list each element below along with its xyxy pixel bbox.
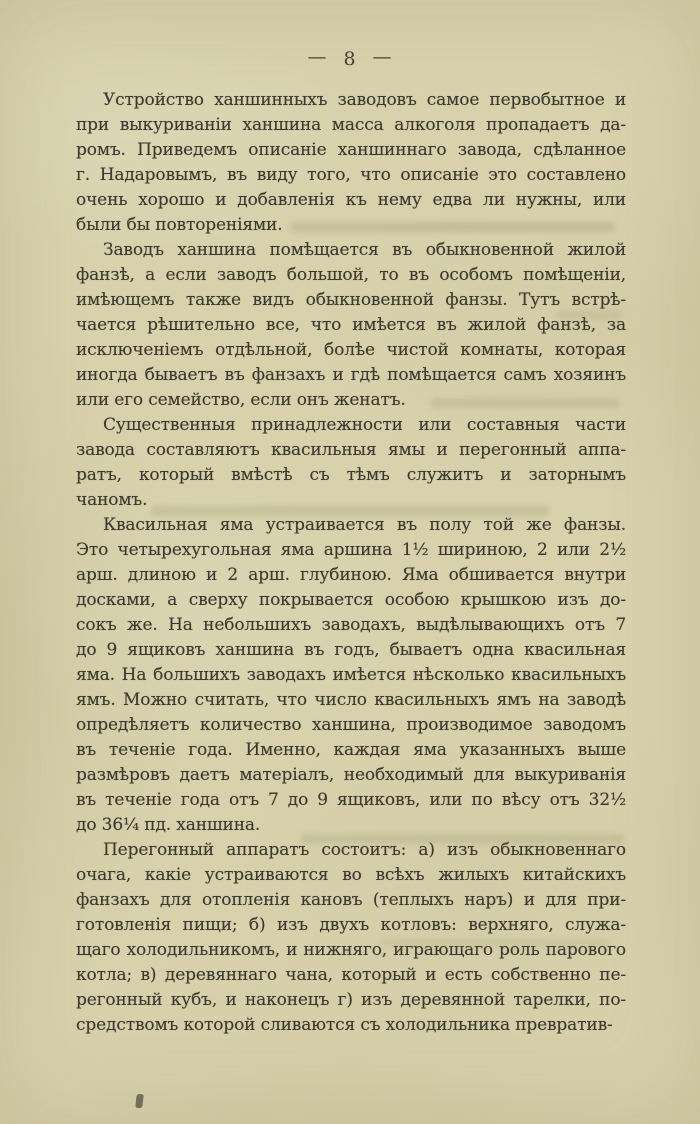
text-line: Квасильная яма устраивается въ полу той же фанзы. xyxy=(103,515,626,535)
ink-speck xyxy=(135,1094,143,1109)
text-line: котла; в) деревяннаго чана, который и есть собственно пе- xyxy=(76,965,626,985)
text-line: въ теченіе года отъ 7 до 9 ящиковъ, или по вѣсу отъ 32¹⁄₂ xyxy=(76,790,626,810)
text-line: фанзахъ для отопленія кановъ (теплыхъ наръ) и для при- xyxy=(76,890,626,910)
text-line: завода составляютъ квасильныя ямы и перегонный аппа- xyxy=(76,440,626,460)
text-line: Заводъ ханшина помѣщается въ обыкновенной жилой xyxy=(103,240,626,260)
text-line: исключеніемъ отдѣльной, болѣе чистой комнаты, которая xyxy=(76,340,626,360)
text-line: Устройство ханшинныхъ заводовъ самое первобытное и xyxy=(103,90,626,110)
text-line: опредѣляетъ количество ханшина, производимое заводомъ xyxy=(76,715,626,735)
paragraph xyxy=(76,238,626,413)
text-line: щаго холодильникомъ, и нижняго, играющаго роль парового xyxy=(76,940,626,960)
text-block xyxy=(76,88,626,1038)
text-line: Существенныя принадлежности или составныя части xyxy=(103,415,626,435)
page-header xyxy=(0,48,700,70)
text-line: яма. На большихъ заводахъ имѣется нѣсколько квасильныхъ xyxy=(76,665,626,685)
header-dash-right: — xyxy=(372,46,393,68)
text-line: при выкуриваніи ханшина масса алкоголя пропадаетъ да- xyxy=(76,115,626,135)
text-line: досками, а сверху покрывается особою крышкою изъ до- xyxy=(76,590,626,610)
text-line: арш. длиною и 2 арш. глубиною. Яма обшивается внутри xyxy=(76,565,626,585)
text-line: имѣющемъ также видъ обыкновенной фанзы. Тутъ встрѣ- xyxy=(76,290,626,310)
paragraph xyxy=(76,413,626,513)
text-line: ратъ, который вмѣстѣ съ тѣмъ служитъ и заторнымъ xyxy=(76,465,626,485)
text-line: очень хорошо и добавленія къ нему едва ли нужны, или xyxy=(76,190,626,210)
text-line: регонный кубъ, и наконецъ г) изъ деревянной тарелки, по- xyxy=(76,990,626,1010)
text-line: ромъ. Приведемъ описаніе ханшиннаго завода, сдѣланное xyxy=(76,140,626,160)
text-line: г. Надаровымъ, въ виду того, что описаніе это составлено xyxy=(76,165,626,185)
text-line: до 36¹⁄₄ пд. ханшина. xyxy=(76,815,261,835)
text-line: сокъ же. На небольшихъ заводахъ, выдѣлывающихъ отъ 7 xyxy=(76,615,626,635)
header-dash-left: — xyxy=(307,46,328,68)
text-line: Перегонный аппаратъ состоитъ: а) изъ обыкновеннаго xyxy=(103,840,626,860)
paragraph xyxy=(76,838,626,1038)
paragraph xyxy=(76,513,626,838)
text-line: чается рѣшительно все, что имѣется въ жилой фанзѣ, за xyxy=(76,315,626,335)
text-line: готовленія пищи; б) изъ двухъ котловъ: верхняго, служа- xyxy=(76,915,626,935)
text-line: средствомъ которой сливаются съ холодильника превратив- xyxy=(76,1015,613,1035)
text-line: Это четырехугольная яма аршина 1¹⁄₂ шириною, 2 или 2¹⁄₂ xyxy=(76,540,626,560)
text-line: фанзѣ, а если заводъ большой, то въ особомъ помѣщеніи, xyxy=(76,265,626,285)
text-line: въ теченіе года. Именно, каждая яма указанныхъ выше xyxy=(76,740,626,760)
paragraph xyxy=(76,88,626,238)
text-line: иногда бываетъ въ фанзахъ и гдѣ помѣщается самъ хозяинъ xyxy=(76,365,626,385)
text-line: размѣровъ даетъ матеріалъ, необходимый для выкуриванія xyxy=(76,765,626,785)
text-line: очага, какіе устраиваются во всѣхъ жилыхъ китайскихъ xyxy=(76,865,626,885)
text-line: до 9 ящиковъ ханшина въ годъ, бываетъ одна квасильная xyxy=(76,640,626,660)
text-line: чаномъ. xyxy=(76,490,148,510)
page-number: 8 xyxy=(343,48,357,70)
text-line: ямъ. Можно считать, что число квасильныхъ ямъ на заводѣ xyxy=(76,690,626,710)
text-line: или его семейство, если онъ женатъ. xyxy=(76,390,406,410)
text-line: были бы повтореніями. xyxy=(76,215,283,235)
